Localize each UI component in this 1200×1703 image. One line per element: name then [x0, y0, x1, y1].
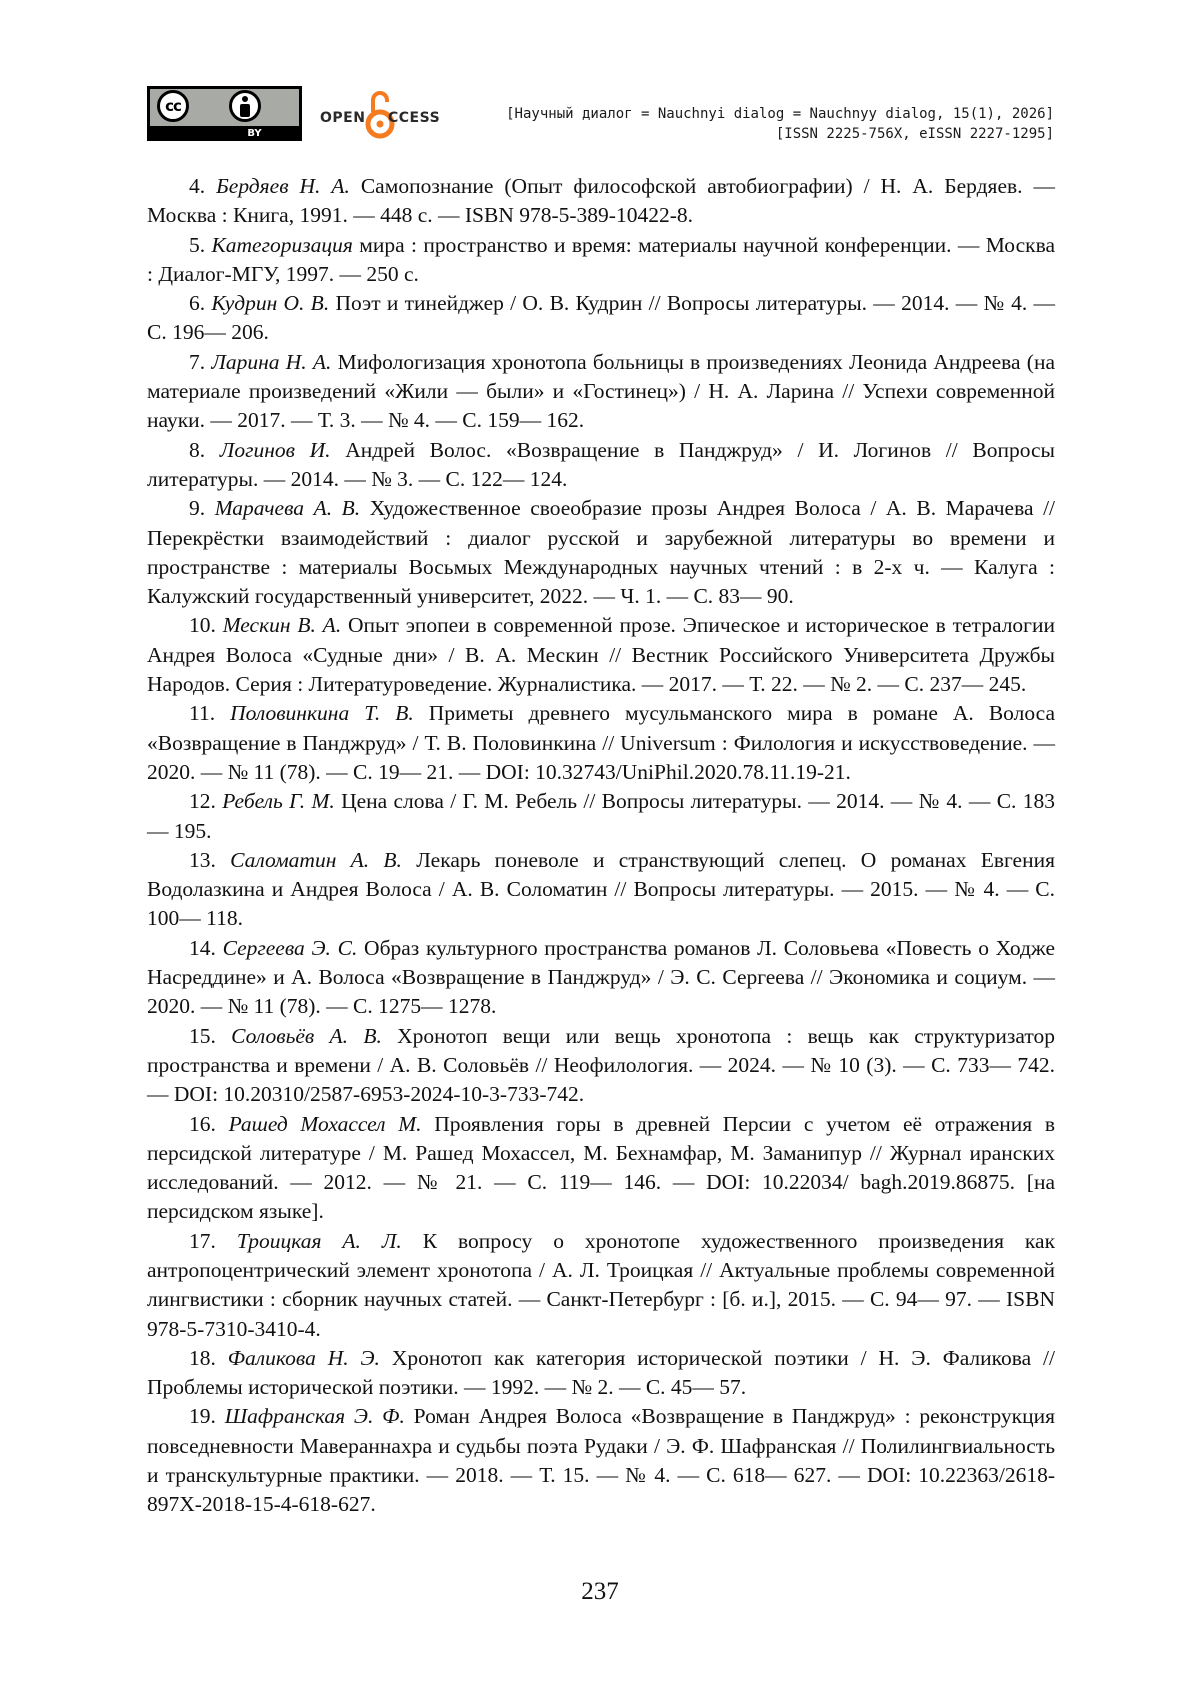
reference-item — [147, 348, 1055, 436]
reference-text: Самопознание (Опыт философской автобиографии) / Н. А. Бердяев. — Москва : Книга, 1991. — 448 с. — ISBN 978-5-389-10422-8. — [147, 174, 1055, 228]
reference-text: Опыт эпопеи в современной прозе. Эпическое и историческое в тетралогии Андрея Волоса «Судные дни» / В. А. Мескин // Вестник Российского Университета Дружбы Народов. Серия : Литературоведение. Журналистика. — 2017. — Т. 22. — № 2. — С. 237— 245. — [147, 613, 1055, 697]
reference-author: Соловьёв А. В. — [231, 1023, 382, 1048]
reference-item — [147, 787, 1055, 846]
reference-author: Сергеева Э. С. — [222, 935, 358, 960]
reference-number: 9. — [189, 496, 206, 521]
reference-number: 4. — [189, 174, 206, 198]
reference-text: К вопросу о хронотопе художественного произведения как антропоцентрический элемент хронотопа / А. Л. Троицкая // Актуальные проблемы современной лингвистики : сборник научных статей. — Санкт-Петербург : [б. и.], 2015. — С. 94— 97. — ISBN 978-5-7310-3410-4. — [147, 1228, 1056, 1341]
reference-author: Марачева А. В. — [214, 496, 361, 521]
creative-commons-icon: cc — [157, 90, 189, 122]
reference-author: Троицкая А. Л. — [236, 1228, 402, 1253]
reference-list — [147, 172, 1055, 1520]
reference-author: Половинкина Т. В. — [230, 701, 414, 726]
reference-number: 12. — [189, 789, 216, 814]
open-access-logo[interactable] — [320, 88, 460, 140]
reference-text: Художественное своеобразие прозы Андрея Волоса / А. В. Марачева // Перекрёстки взаимодействий : диалог русской и зарубежной литературы во времени и пространстве : материалы Восьмых Международных научных чтений : в 2-х ч. — Калуга : Калужский государственный университет, 2022. — Ч. 1. — С. 83— 90. — [147, 496, 1056, 609]
reference-text: Цена слова / Г. М. Ребель // Вопросы литературы. — 2014. — № 4. — С. 183— 195. — [147, 789, 1055, 843]
reference-author: Логинов И. — [219, 437, 331, 462]
journal-title-line: [Научный диалог = Nauchnyi dialog = Nauchnyy dialog, 15(1), 2026] — [506, 106, 1054, 122]
reference-number: 7. — [189, 349, 206, 374]
journal-issn-line: [ISSN 2225-756X, eISSN 2227-1295] — [775, 126, 1054, 142]
reference-item — [147, 1344, 1055, 1403]
reference-author: Кудрин О. В. — [211, 291, 330, 316]
reference-item — [147, 436, 1055, 495]
reference-number: 13. — [189, 847, 216, 872]
reference-text: Андрей Волос. «Возвращение в Панджруд» / И. Логинов // Вопросы литературы. — 2014. — № 3. — С. 122— 124. — [147, 437, 1056, 491]
reference-number: 10. — [189, 613, 216, 638]
attribution-person-icon — [229, 90, 261, 122]
reference-number: 8. — [189, 437, 206, 462]
reference-text: мира : пространство и время: материалы научной конференции. — Москва : Диалог-МГУ, 1997. — 250 с. — [147, 232, 1055, 286]
reference-author: Рашед Мохассел М. — [228, 1111, 422, 1136]
reference-item — [147, 611, 1055, 699]
reference-text: Хронотоп вещи или вещь хронотопа : вещь как структуризатор пространства и времени / А. В. Соловьёв // Неофилология. — 2024. — № 10 (3). — С. 733— 742. — DOI: 10.20310/2587-6953-2024-10-3-733-742. — [147, 1023, 1056, 1107]
open-access-left-text: OPEN — [320, 110, 366, 126]
reference-author: Категоризация — [211, 232, 353, 257]
reference-author: Ларина Н. А. — [211, 349, 332, 374]
reference-item — [147, 172, 1055, 231]
journal-citation — [506, 104, 1054, 144]
reference-number: 18. — [189, 1345, 216, 1370]
reference-item — [147, 1110, 1055, 1227]
reference-item — [147, 934, 1055, 1022]
reference-text: Роман Андрея Волоса «Возвращение в Панджруд» : реконструкция повседневности Мавераннахра и судьбы поэта Рудаки / Э. Ф. Шафранская // Полилингвиальность и транскультурные практики. — 2018. — Т. 15. — № 4. — С. 618— 627. — DOI: 10.22363/2618-897X-2018-15-4-618-627. — [147, 1404, 1056, 1517]
reference-item — [147, 1402, 1055, 1519]
reference-text: Хронотоп как категория исторической поэтики / Н. Э. Фаликова // Проблемы исторической поэтики. — 1992. — № 2. — С. 45— 57. — [147, 1345, 1055, 1400]
reference-text: Лекарь поневоле и странствующий слепец. О романах Евгения Водолазкина и Андрея Волоса / А. В. Соломатин // Вопросы литературы. — 2015. — № 4. — С. 100— 118. — [147, 847, 1056, 931]
reference-number: 11. — [189, 701, 216, 726]
reference-number: 6. — [189, 291, 206, 316]
reference-number: 5. — [189, 232, 206, 257]
reference-text: Поэт и тинейджер / О. В. Кудрин // Вопросы литературы. — 2014. — № 4. — С. 196— 206. — [147, 291, 1056, 345]
reference-text: Проявления горы в древней Персии с учетом её отражения в персидской литературе / М. Рашед Мохассел, М. Бехнамфар, М. Заманипур // Журнал иранских исследований. — 2012. — № 21. — С. 119— 146. — DOI: 10.22034/ bagh.2019.86875. [на персидском языке]. — [147, 1111, 1055, 1224]
cc-by-license-badge[interactable] — [147, 86, 302, 141]
license-by-label: BY — [247, 128, 262, 139]
reference-item — [147, 289, 1055, 348]
reference-author: Мескин В. А. — [222, 613, 342, 638]
reference-item — [147, 494, 1055, 611]
reference-item — [147, 1227, 1055, 1344]
reference-item — [147, 846, 1055, 934]
reference-number: 17. — [189, 1228, 216, 1253]
page-number: 237 — [581, 1578, 619, 1605]
reference-number: 16. — [189, 1111, 216, 1136]
reference-text: Приметы древнего мусульманского мира в романе А. Волоса «Возвращение в Панджруд» / Т. В. Половинкина // Universum : Филология и искусствоведение. — 2020. — № 11 (78). — С. 19— 21. — DOI: 10.32743/UniPhil.2020.78.11.19-21. — [147, 701, 1055, 784]
reference-author: Шафранская Э. Ф. — [224, 1404, 405, 1429]
reference-text: Мифологизация хронотопа больницы в произведениях Леонида Андреева (на материале произведений «Жили — были» и «Гостинец») / Н. А. Ларина // Успехи современной науки. — 2017. — Т. 3. — № 4. — С. 159— 162. — [147, 349, 1055, 433]
reference-author: Бердяев Н. А. — [216, 174, 350, 198]
open-access-right-text: CCESS — [388, 110, 441, 126]
reference-item — [147, 1022, 1055, 1110]
reference-item — [147, 231, 1055, 290]
reference-number: 14. — [189, 935, 216, 960]
reference-text: Образ культурного пространства романов Л. Соловьева «Повесть о Ходже Насреддине» и А. Волоса «Возвращение в Панджруд» / Э. С. Сергеева // Экономика и социум. — 2020. — № 11 (78). — С. 1275— 1278. — [147, 935, 1055, 1019]
reference-number: 15. — [189, 1023, 216, 1048]
reference-number: 19. — [189, 1404, 216, 1429]
reference-item — [147, 699, 1055, 787]
reference-author: Ребель Г. М. — [222, 789, 335, 814]
reference-author: Саломатин А. В. — [230, 847, 402, 872]
reference-author: Фаликова Н. Э. — [227, 1345, 380, 1370]
